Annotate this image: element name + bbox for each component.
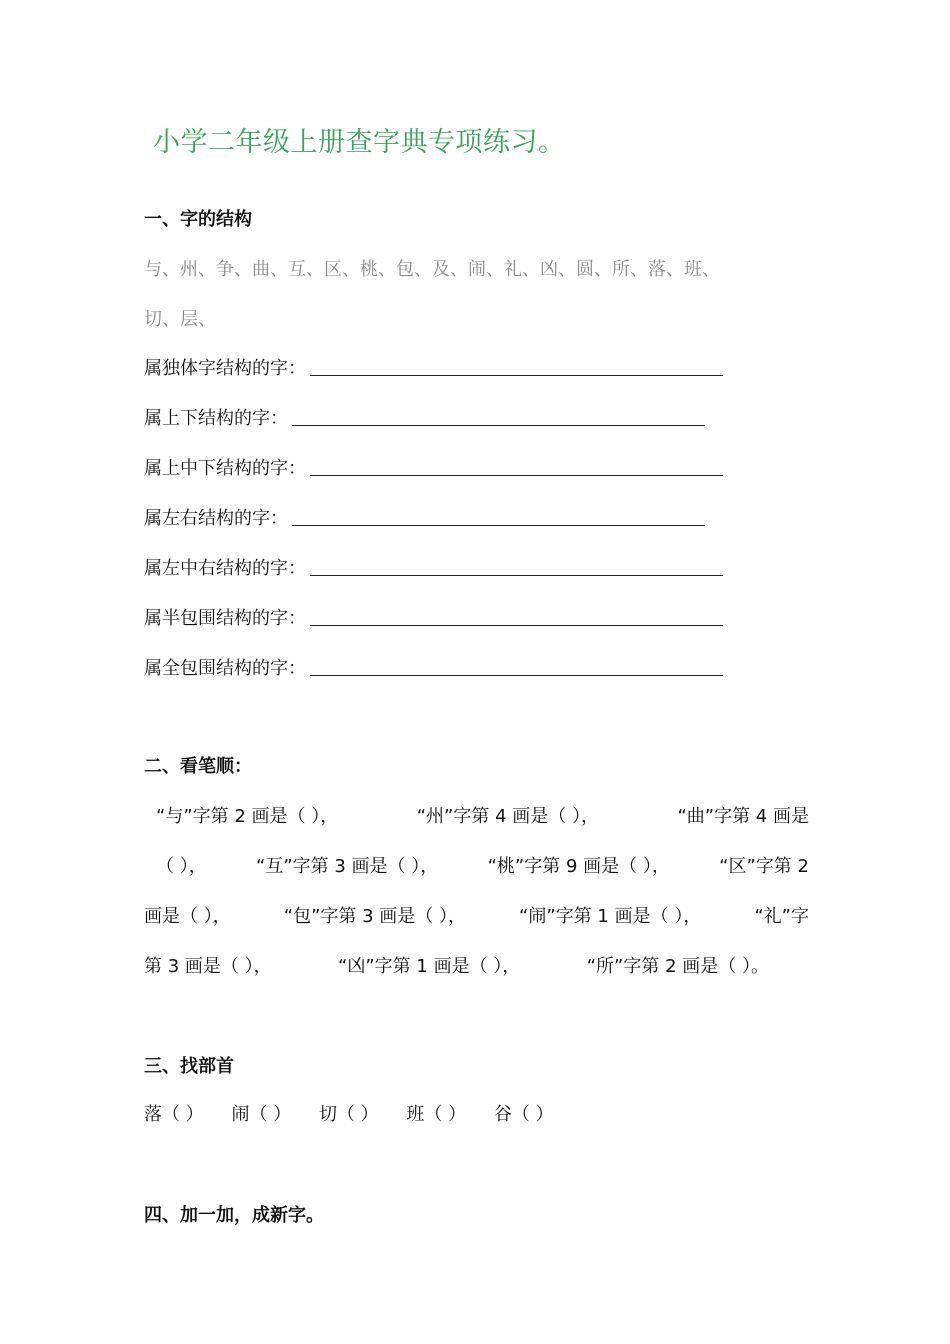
radical-list xyxy=(144,1100,576,1126)
stroke-question: “州”字第 4 画是（ ）， xyxy=(416,806,599,827)
stroke-question: 画是（ ）， xyxy=(144,906,231,927)
section-4-heading: 四、加一加，成新字。 xyxy=(144,1205,324,1226)
section-2-heading: 二、看笔顺： xyxy=(144,756,252,777)
answer-blank-line[interactable] xyxy=(310,625,723,626)
stroke-order-line xyxy=(144,902,809,928)
stroke-order-line xyxy=(144,952,769,978)
stroke-question: “与”字第 2 画是（ ）， xyxy=(156,806,339,827)
stroke-question: “互”字第 3 画是（ ）， xyxy=(256,856,439,877)
char-list-line-2: 切、层、 xyxy=(144,309,216,330)
stroke-question: “凶”字第 1 画是（ ）， xyxy=(338,956,521,977)
structure-row-label: 属左中右结构的字： xyxy=(144,558,306,579)
structure-row-label: 属独体字结构的字： xyxy=(144,358,306,379)
structure-row xyxy=(144,350,723,380)
structure-row-label: 属左右结构的字： xyxy=(144,508,288,529)
radical-item: 班（ ） xyxy=(406,1104,467,1125)
structure-row-label: 属上中下结构的字： xyxy=(144,458,306,479)
stroke-order-line xyxy=(144,802,809,828)
radical-item: 切（ ） xyxy=(318,1104,379,1125)
stroke-question: “桃”字第 9 画是（ ）， xyxy=(487,856,670,877)
answer-blank-line[interactable] xyxy=(310,575,723,576)
structure-row xyxy=(144,400,705,430)
stroke-question: “包”字第 3 画是（ ）， xyxy=(283,906,467,927)
stroke-question: “区”字第 2 xyxy=(719,856,809,877)
radical-item: 闹（ ） xyxy=(231,1104,292,1125)
answer-blank-line[interactable] xyxy=(292,425,705,426)
stroke-question: （ ）， xyxy=(156,856,207,877)
section-3-heading: 三、找部首 xyxy=(144,1056,234,1077)
structure-row xyxy=(144,600,723,630)
answer-blank-line[interactable] xyxy=(310,375,723,376)
structure-row xyxy=(144,550,723,580)
structure-row xyxy=(144,450,723,480)
structure-row xyxy=(144,500,705,530)
answer-blank-line[interactable] xyxy=(292,525,705,526)
radical-item: 谷（ ） xyxy=(493,1104,554,1125)
answer-blank-line[interactable] xyxy=(310,475,723,476)
page-title: 小学二年级上册查字典专项练习。 xyxy=(153,127,566,158)
stroke-question: “所”字第 2 画是（ ）。 xyxy=(586,956,769,977)
structure-row-label: 属半包围结构的字： xyxy=(144,608,306,629)
stroke-question: “闹”字第 1 画是（ ）， xyxy=(519,906,702,927)
char-list-line-1: 与、州、争、曲、互、区、桃、包、及、闹、礼、凶、圆、所、落、班、 xyxy=(144,259,720,280)
stroke-question: 第 3 画是（ ）， xyxy=(144,956,272,977)
structure-row-label: 属全包围结构的字： xyxy=(144,658,306,679)
stroke-order-line xyxy=(144,852,809,878)
stroke-question: “曲”字第 4 画是 xyxy=(677,806,809,827)
radical-item: 落（ ） xyxy=(144,1104,204,1125)
structure-row xyxy=(144,650,723,680)
section-1-heading: 一、字的结构 xyxy=(144,209,252,230)
answer-blank-line[interactable] xyxy=(310,675,723,676)
stroke-question: “礼”字 xyxy=(754,906,809,927)
structure-row-label: 属上下结构的字： xyxy=(144,408,288,429)
